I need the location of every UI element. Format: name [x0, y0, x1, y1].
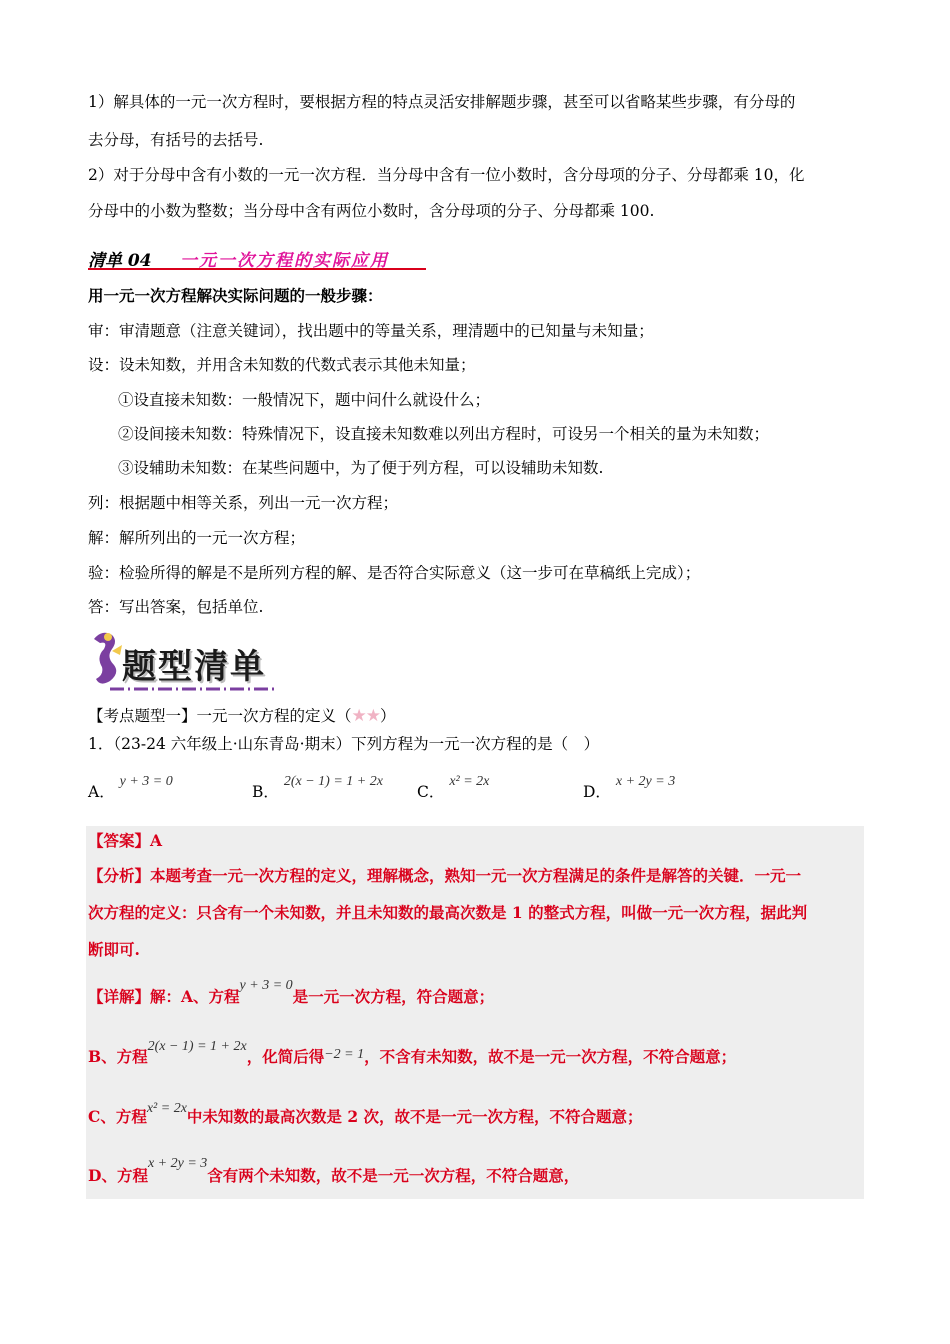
analysis-line-2: 次方程的定义：只含有一个未知数，并且未知数的最高次数是 1 的整式方程，叫做一元一次方程，据此判	[88, 903, 808, 922]
detail-a-text: 是一元一次方程，符合题意；	[292, 987, 495, 1006]
section-heading	[88, 246, 426, 270]
step-she-indirect: ②设间接未知数：特殊情况下，设直接未知数难以列出方程时，可设另一个相关的量为未知数；	[118, 425, 770, 443]
step-she-direct: ①设直接未知数：一般情况下，题中问什么就设什么；	[118, 391, 491, 409]
option-d[interactable]	[583, 774, 676, 804]
option-b[interactable]	[252, 774, 383, 804]
analysis-line-3: 断即可.	[88, 940, 140, 959]
detail-d-prefix: D、方程	[88, 1166, 148, 1185]
detail-b-expr: 2(x − 1) = 1 + 2x	[147, 1039, 247, 1054]
step-jie: 解：解所列出的一元一次方程；	[88, 529, 306, 547]
option-a-expr: y + 3 = 0	[119, 774, 173, 789]
question-text: （23-24 六年级上·山东青岛·期末）下列方程为一元一次方程的是（ ）	[113, 735, 600, 753]
step-da: 答：写出答案，包括单位.	[88, 598, 264, 616]
detail-c-expr: x² = 2x	[146, 1101, 187, 1116]
detail-b-prefix: B、方程	[88, 1047, 148, 1066]
option-a[interactable]	[88, 774, 173, 804]
section-label: 清单 04	[88, 251, 152, 271]
option-b-expr: 2(x − 1) = 1 + 2x	[283, 774, 383, 789]
detail-b-text: ，不含有未知数，故不是一元一次方程，不符合题意；	[364, 1047, 737, 1066]
detail-d	[88, 1156, 580, 1188]
detail-a-expr: y + 3 = 0	[239, 978, 293, 993]
step-yan: 验：检验所得的解是不是所列方程的解、是否符合实际意义（这一步可在草稿纸上完成）；	[88, 564, 701, 582]
step-shen: 审：审清题意（注意关键词），找出题中的等量关系，理清题中的已知量与未知量；	[88, 322, 654, 340]
detail-d-text: 含有两个未知数，故不是一元一次方程，不符合题意，	[207, 1166, 580, 1185]
step-she-auxiliary: ③设辅助未知数：在某些问题中，为了便于列方程，可以设辅助未知数.	[118, 459, 604, 477]
option-c-expr: x² = 2x	[449, 774, 490, 789]
banner-title: 题型清单	[122, 647, 266, 687]
detail-d-expr: x + 2y = 3	[147, 1156, 208, 1171]
detail-a	[88, 978, 495, 1009]
detail-c-text: 中未知数的最高次数是 2 次，故不是一元一次方程，不符合题意；	[186, 1107, 643, 1126]
detail-b-expr2: −2 = 1	[324, 1047, 365, 1062]
analysis-line-1: 【分析】本题考查一元一次方程的定义，理解概念，熟知一元一次方程满足的条件是解答的关键．一元一	[88, 866, 802, 885]
option-d-expr: x + 2y = 3	[615, 774, 676, 789]
difficulty-stars-icon: ★★	[351, 706, 380, 726]
question-number: 1．	[88, 735, 114, 753]
detail-c	[88, 1101, 643, 1129]
detail-c-prefix: C、方程	[88, 1107, 147, 1126]
note-2-line-1: 2）对于分母中含有小数的一元一次方程．当分母中含有一位小数时，含分母项的分子、分母都乘 10，化	[88, 166, 805, 184]
note-2-line-2: 分母中的小数为整数；当分母中含有两位小数时，含分母项的分子、分母都乘 100.	[88, 202, 655, 220]
question-types-banner	[86, 627, 286, 699]
option-d-letter: D．	[583, 783, 611, 801]
option-c[interactable]	[417, 774, 490, 804]
answer-line: 【答案】A	[88, 831, 163, 850]
option-b-letter: B．	[252, 783, 279, 801]
question-type-prefix: 【考点题型一】一元一次方程的定义（	[88, 707, 352, 725]
detail-b	[88, 1039, 737, 1069]
question-stem	[88, 734, 599, 754]
detail-b-mid: ，化简后得	[246, 1047, 325, 1066]
detail-prefix: 【详解】解：A、方程	[88, 987, 240, 1006]
option-c-letter: C．	[417, 783, 445, 801]
note-1-line-1: 1）解具体的一元一次方程时，要根据方程的特点灵活安排解题步骤，甚至可以省略某些步骤，有分母的	[88, 93, 796, 111]
step-she: 设：设未知数，并用含未知数的代数式表示其他未知量；	[88, 356, 476, 374]
section-title: 一元一次方程的实际应用	[180, 251, 389, 271]
note-1-line-2: 去分母，有括号的去括号.	[88, 131, 264, 149]
question-type-heading	[88, 706, 396, 726]
steps-intro: 用一元一次方程解决实际问题的一般步骤：	[88, 286, 383, 305]
option-a-letter: A．	[88, 783, 115, 801]
step-lie: 列：根据题中相等关系，列出一元一次方程；	[88, 494, 399, 512]
question-type-suffix: ）	[380, 707, 396, 725]
